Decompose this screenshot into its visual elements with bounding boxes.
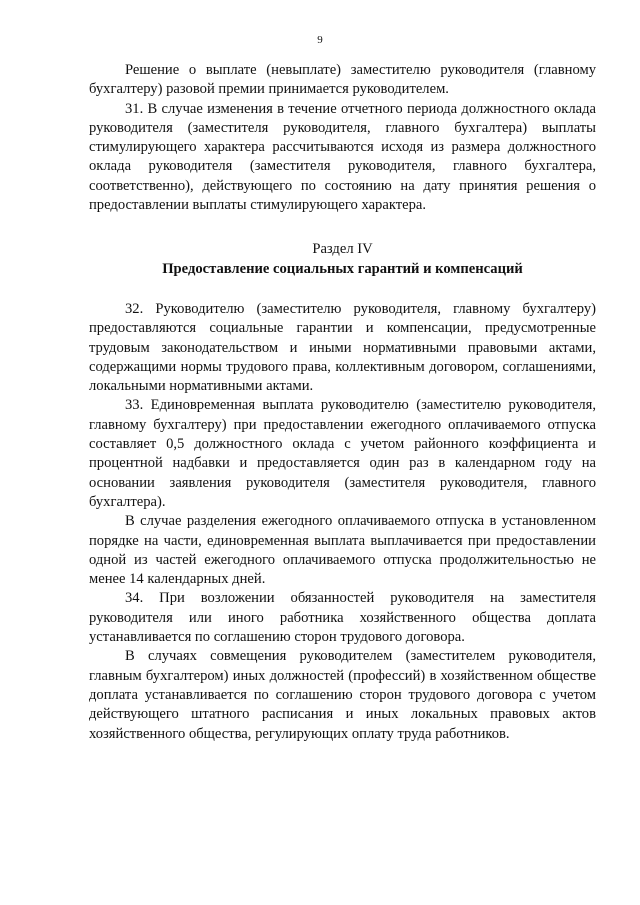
page-number: 9 xyxy=(317,34,323,46)
paragraph-31: 31. В случае изменения в течение отчетного периода должностного оклада руководителя (заместителя руководителя, главного бухгалтера) выплаты стимулирующего характера рассчитываются исходя из размера должностного оклада руководителя (заместителя руководителя, главного бухгалтера, соответственно), действующего по состоянию на дату принятия решения о предоставлении выплаты стимулирующего характера. xyxy=(89,100,596,214)
paragraph-bonus-decision: Решение о выплате (невыплате) заместителю руководителя (главному бухгалтеру) разовой премии принимается руководителем. xyxy=(89,62,596,98)
paragraph-33-vacation-split: В случае разделения ежегодного оплачиваемого отпуска в установленном порядке на части, единовременная выплата выплачивается при предоставлении одной из частей ежегодного оплачиваемого отпуска продолжительностью не менее 14 календарных дней. xyxy=(89,513,596,588)
paragraph-32: 32. Руководителю (заместителю руководителя, главному бухгалтеру) предоставляются социальные гарантии и компенсации, предусмотренные трудовым законодательством и иными нормативными правовыми актами, содержащими нормы трудового права, коллективным договором, соглашениями, локальными нормативными актами. xyxy=(89,300,596,395)
section-title: Предоставление социальных гарантий и компенсаций xyxy=(162,260,523,277)
section-heading: Раздел IV xyxy=(312,241,373,258)
paragraph-34: 34. При возложении обязанностей руководителя на заместителя руководителя или иного работника хозяйственного общества доплата устанавливается по соглашению сторон трудового договора. xyxy=(89,590,596,646)
document-body xyxy=(89,61,596,744)
paragraph-34-combination: В случаях совмещения руководителем (заместителем руководителя, главным бухгалтером) иных должностей (профессий) в хозяйственном обществе доплата устанавливается по соглашению сторон трудового договора с учетом действующего штатного расписания и иных локальных правовых актов хозяйственного общества, регулирующих оплату труда работников. xyxy=(89,648,596,742)
paragraph-33: 33. Единовременная выплата руководителю (заместителю руководителя, главному бухгалтеру) при предоставлении ежегодного оплачиваемого отпуска составляет 0,5 должностного оклада с учетом районного коэффициента и процентной надбавки и предоставляется один раз в календарном году на основании заявления руководителя (заместителя руководителя, главного бухгалтера). xyxy=(89,397,596,510)
